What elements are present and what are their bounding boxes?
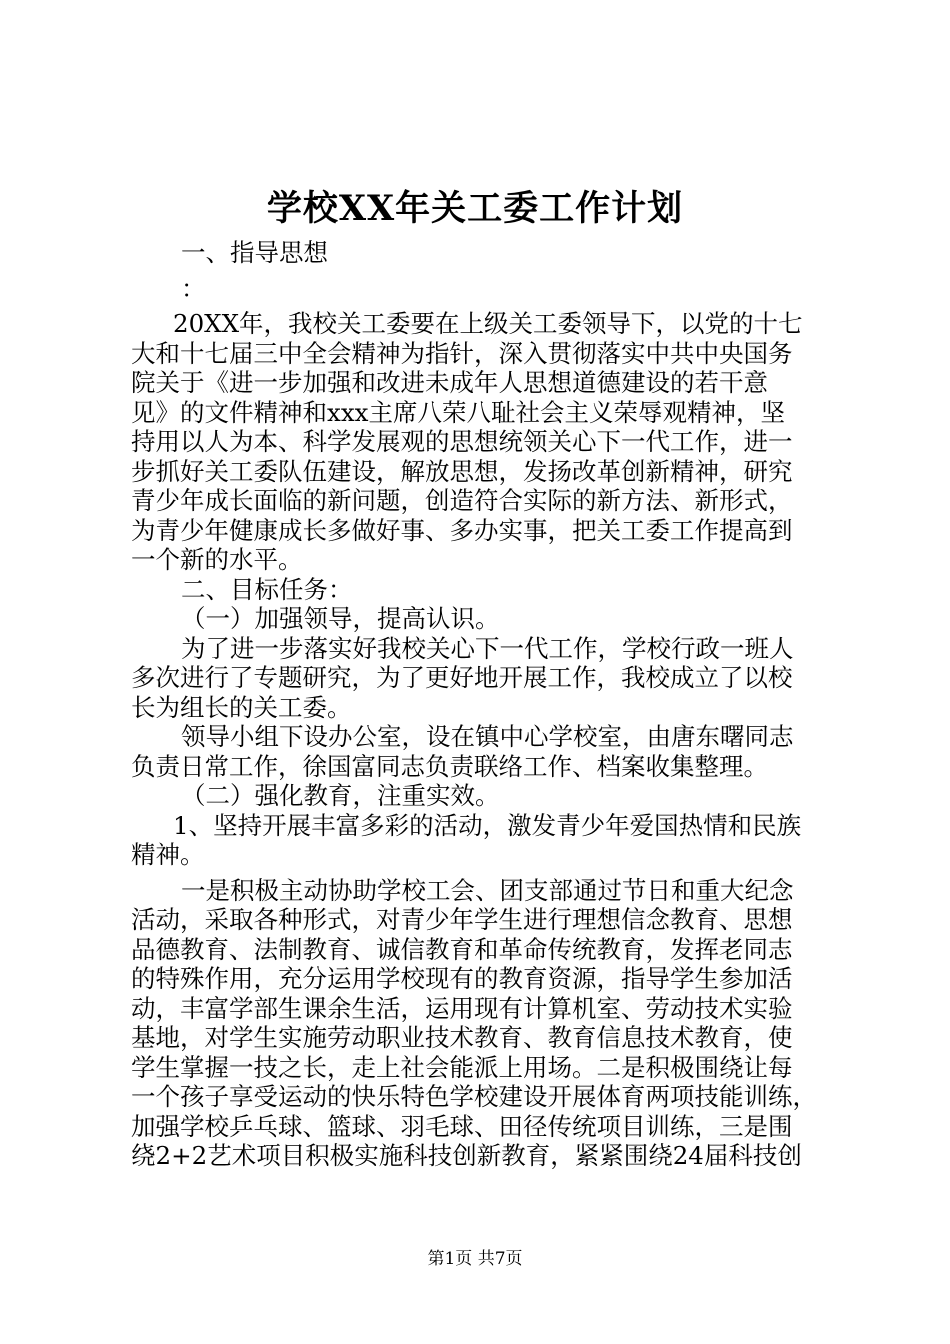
text-line: 动，丰富学部生课余生活，运用现有计算机室、劳动技术实验 <box>131 993 793 1023</box>
section-heading-1: 一、指导思想 <box>181 238 328 267</box>
subsection-heading-1: （一）加强领导，提高认识。 <box>181 604 500 633</box>
text-line: 1、坚持开展丰富多彩的活动，激发青少年爱国热情和民族 <box>173 810 802 840</box>
text-line: 一是积极主动协助学校工会、团支部通过节日和重大纪念 <box>181 875 794 905</box>
text-line: 大和十七届三中全会精神为指针，深入贯彻落实中共中央国务 <box>131 338 793 368</box>
text-line: 为了进一步落实好我校关心下一代工作，学校行政一班人 <box>181 633 794 663</box>
text-line: 持用以人为本、科学发展观的思想统领关心下一代工作，进一 <box>131 427 793 456</box>
text-line: 20XX年，我校关工委要在上级关工委领导下，以党的十七 <box>173 309 803 338</box>
subsection-heading-2: （二）强化教育，注重实效。 <box>181 781 500 810</box>
text-line: 学生掌握一技之长，走上社会能派上用场。二是积极围绕让每 <box>131 1052 793 1082</box>
text-line: 品德教育、法制教育、诚信教育和革命传统教育，发挥老同志 <box>131 934 793 964</box>
text-line: 见》的文件精神和xxx主席八荣八耻社会主义荣辱观精神，坚 <box>131 397 785 427</box>
text-line: 活动，采取各种形式，对青少年学生进行理想信念教育、思想 <box>131 905 793 934</box>
text-line: 为青少年健康成长多做好事、多办实事，把关工委工作提高到 <box>131 515 793 545</box>
text-line: 院关于《进一步加强和改进未成年人思想道德建设的若干意 <box>131 368 768 397</box>
text-line: 基地，对学生实施劳动职业技术教育、教育信息技术教育，使 <box>131 1023 793 1052</box>
text-line: 长为组长的关工委。 <box>131 692 352 722</box>
text-line: ： <box>181 273 206 303</box>
section-heading-2: 二、目标任务： <box>181 574 353 604</box>
text-line: 加强学校乒乓球、篮球、羽毛球、田径传统项目训练，三是围 <box>131 1111 793 1141</box>
text-line: 精神。 <box>131 840 205 869</box>
page-footer: 第1页 共7页 <box>427 1249 523 1269</box>
text-line: 步抓好关工委队伍建设，解放思想，发扬改革创新精神，研究 <box>131 456 793 486</box>
text-line: 负责日常工作，徐国富同志负责联络工作、档案收集整理。 <box>131 751 768 781</box>
document-body <box>131 238 831 1171</box>
text-line: 青少年成长面临的新问题，创造符合实际的新方法、新形式， <box>131 486 793 515</box>
text-line: 一个孩子享受运动的快乐特色学校建设开展体育两项技能训练， <box>131 1082 817 1111</box>
text-line: 一个新的水平。 <box>131 545 303 574</box>
text-line: 领导小组下设办公室，设在镇中心学校室，由唐东曙同志 <box>181 722 794 751</box>
document-title: 学校XX年关工委工作计划 <box>266 188 684 229</box>
text-line: 绕2+2艺术项目积极实施科技创新教育，紧紧围绕24届科技创 <box>131 1141 802 1170</box>
text-line: 的特殊作用，充分运用学校现有的教育资源，指导学生参加活 <box>131 964 793 993</box>
text-line: 多次进行了专题研究，为了更好地开展工作，我校成立了以校 <box>131 663 793 692</box>
